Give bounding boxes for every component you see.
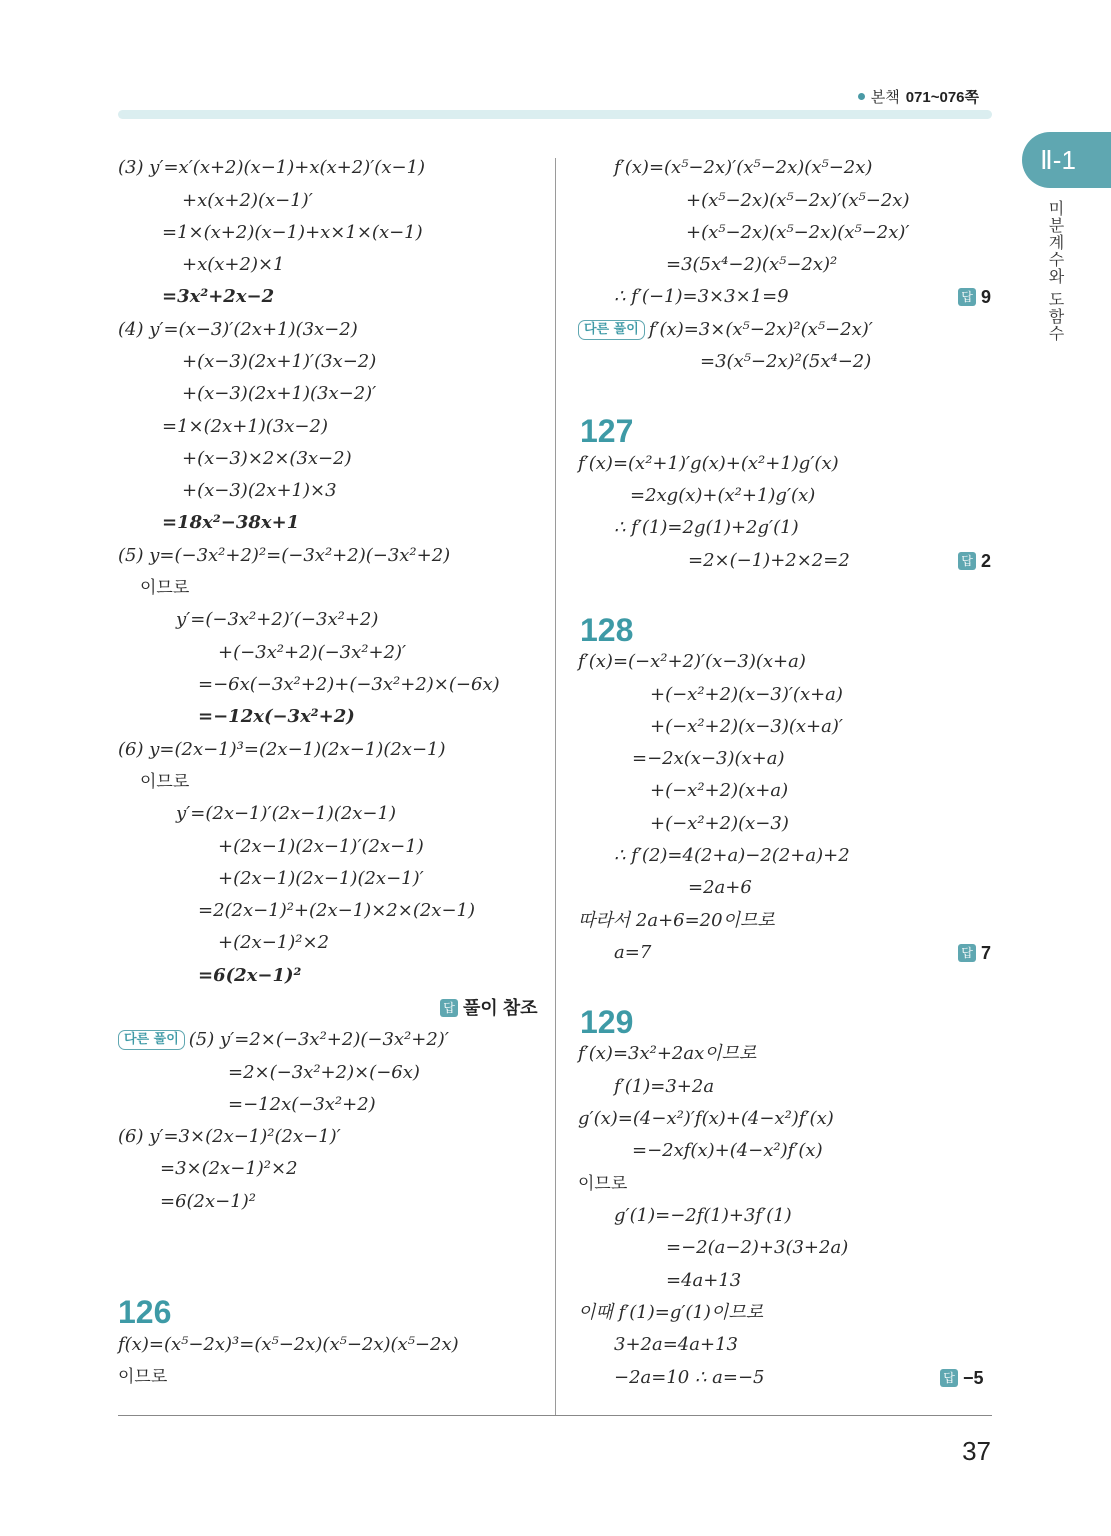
math-line: =3(5x⁴−2)(x⁵−2x)² <box>666 254 838 275</box>
column-divider <box>555 158 556 1416</box>
alt-solution-line <box>578 318 873 342</box>
math-line: 이때 f′(1)=g′(1)이므로 <box>578 1302 764 1323</box>
math-line: =1×(2x+1)(3x−2) <box>162 416 328 437</box>
math-line: =2×(−1)+2×2=2 <box>688 550 850 571</box>
text-line: 이므로 <box>140 578 190 598</box>
math-line: f′(1)=3+2a <box>614 1076 715 1097</box>
other-solution-label: 다른 풀이 <box>578 320 645 340</box>
page-header <box>858 86 979 107</box>
problem-number-127: 127 <box>580 413 634 449</box>
answer-badge: 답 <box>958 944 976 962</box>
math-line: +(x⁵−2x)(x⁵−2x)(x⁵−2x)′ <box>686 222 910 243</box>
math-line: =−2xf(x)+(4−x²)f′(x) <box>632 1140 823 1161</box>
math-line: g′(x)=(4−x²)′f(x)+(4−x²)f′(x) <box>578 1108 834 1129</box>
math-line: a=7 <box>614 942 652 963</box>
footer-rule <box>118 1415 992 1416</box>
math-line: +(−x²+2)(x+a) <box>650 780 789 801</box>
math-line: (4) y′=(x−3)′(2x+1)(3x−2) <box>118 319 358 340</box>
math-line: +(x⁵−2x)(x⁵−2x)′(x⁵−2x) <box>686 190 910 211</box>
math-line: +(−x²+2)(x−3)(x+a)′ <box>650 716 843 737</box>
math-line: +(x−3)(2x+1)(3x−2)′ <box>182 383 377 404</box>
math-line: ∴ f′(−1)=3×3×1=9 <box>614 286 789 307</box>
math-line: =2xg(x)+(x²+1)g′(x) <box>630 485 816 506</box>
text-line: 이므로 <box>140 772 190 792</box>
chapter-tab <box>1022 132 1111 188</box>
math-line: y′=(−3x²+2)′(−3x²+2) <box>176 609 379 630</box>
answer-badge: 답 <box>940 1369 958 1387</box>
math-line: ∴ f′(1)=2g(1)+2g′(1) <box>614 517 799 538</box>
bullet-icon <box>858 93 865 100</box>
math-line: (6) y=(2x−1)³=(2x−1)(2x−1)(2x−1) <box>118 739 446 760</box>
math-line: =−2x(x−3)(x+a) <box>632 748 785 769</box>
math-line: +(−x²+2)(x−3)′(x+a) <box>650 684 843 705</box>
math-line: (3) y′=x′(x+2)(x−1)+x(x+2)′(x−1) <box>118 157 426 178</box>
text-line: 이므로 <box>578 1174 628 1194</box>
math-line: +(x−3)×2×(3x−2) <box>182 448 352 469</box>
chapter-title: 미분계수와 도함수 <box>1046 200 1065 343</box>
answer-value: 2 <box>981 551 992 571</box>
math-line: =3(x⁵−2x)²(5x⁴−2) <box>700 351 872 372</box>
alt-solution-line <box>118 1028 449 1052</box>
header-book: 본책 <box>870 89 900 106</box>
answer-value: 풀이 참조 <box>463 998 538 1018</box>
math-line: =4a+13 <box>666 1270 742 1291</box>
math-line: +(2x−1)(2x−1)′(2x−1) <box>218 836 424 857</box>
math-line: +x(x+2)(x−1)′ <box>182 190 313 211</box>
problem-number-126: 126 <box>118 1294 172 1330</box>
problem-number-128: 128 <box>580 612 634 648</box>
answer-128 <box>958 941 991 965</box>
math-line: +x(x+2)×1 <box>182 254 285 275</box>
math-line: f′(x)=(−x²+2)′(x−3)(x+a) <box>578 651 806 672</box>
header-pages: 071~076쪽 <box>905 89 979 106</box>
math-line: +(2x−1)²×2 <box>218 932 330 953</box>
math-line: =18x²−38x+1 <box>162 512 300 533</box>
math-line: =6(2x−1)² <box>160 1191 256 1212</box>
math-line: =6(2x−1)² <box>198 965 302 986</box>
math-line: (5) y=(−3x²+2)²=(−3x²+2)(−3x²+2) <box>118 545 451 566</box>
answer-125 <box>440 996 538 1020</box>
math-line: =−2(a−2)+3(3+2a) <box>666 1237 849 1258</box>
math-line: =−6x(−3x²+2)+(−3x²+2)×(−6x) <box>198 674 500 695</box>
math-line: (5) y′=2×(−3x²+2)(−3x²+2)′ <box>188 1029 449 1050</box>
math-line: f(x)=(x⁵−2x)³=(x⁵−2x)(x⁵−2x)(x⁵−2x) <box>118 1334 459 1355</box>
math-line: f′(x)=(x⁵−2x)′(x⁵−2x)(x⁵−2x) <box>614 157 873 178</box>
math-line: 따라서 2a+6=20이므로 <box>578 910 775 931</box>
answer-badge: 답 <box>958 552 976 570</box>
header-bar <box>118 110 992 119</box>
other-solution-label: 다른 풀이 <box>118 1030 185 1050</box>
math-line: f′(x)=3x²+2ax이므로 <box>578 1043 757 1064</box>
chapter-tab-label: Ⅱ-1 <box>1040 145 1076 175</box>
math-line: +(2x−1)(2x−1)(2x−1)′ <box>218 868 424 889</box>
math-line: =−12x(−3x²+2) <box>198 706 355 727</box>
answer-badge: 답 <box>958 288 976 306</box>
math-line: =1×(x+2)(x−1)+x×1×(x−1) <box>162 222 423 243</box>
math-line: ∴ f′(2)=4(2+a)−2(2+a)+2 <box>614 845 850 866</box>
math-line: −2a=10 ∴ a=−5 <box>614 1367 765 1388</box>
math-line: +(x−3)(2x+1)×3 <box>182 480 337 501</box>
math-line: +(−x²+2)(x−3) <box>650 813 789 834</box>
math-line: y′=(2x−1)′(2x−1)(2x−1) <box>176 803 396 824</box>
answer-badge: 답 <box>440 999 458 1017</box>
math-line: =3×(2x−1)²×2 <box>160 1158 298 1179</box>
math-line: =−12x(−3x²+2) <box>228 1094 376 1115</box>
math-line: +(x−3)(2x+1)′(3x−2) <box>182 351 377 372</box>
problem-number-129: 129 <box>580 1004 634 1040</box>
math-line: (6) y′=3×(2x−1)²(2x−1)′ <box>118 1126 341 1147</box>
page-number: 37 <box>962 1436 991 1466</box>
math-line: =2×(−3x²+2)×(−6x) <box>228 1062 420 1083</box>
answer-126 <box>958 285 991 309</box>
answer-value: −5 <box>963 1368 984 1388</box>
math-line: 3+2a=4a+13 <box>614 1334 738 1355</box>
math-line: g′(1)=−2f(1)+3f′(1) <box>614 1205 792 1226</box>
text-line: 이므로 <box>118 1367 168 1387</box>
math-line: f′(x)=3×(x⁵−2x)²(x⁵−2x)′ <box>648 319 873 340</box>
math-line: f′(x)=(x²+1)′g(x)+(x²+1)g′(x) <box>578 453 839 474</box>
math-line: =2a+6 <box>688 877 752 898</box>
answer-value: 9 <box>981 287 992 307</box>
math-line: =2(2x−1)²+(2x−1)×2×(2x−1) <box>198 900 475 921</box>
answer-value: 7 <box>981 943 992 963</box>
answer-127 <box>958 549 991 573</box>
math-line: +(−3x²+2)(−3x²+2)′ <box>218 642 407 663</box>
answer-129 <box>940 1366 984 1390</box>
math-line: =3x²+2x−2 <box>162 286 275 307</box>
